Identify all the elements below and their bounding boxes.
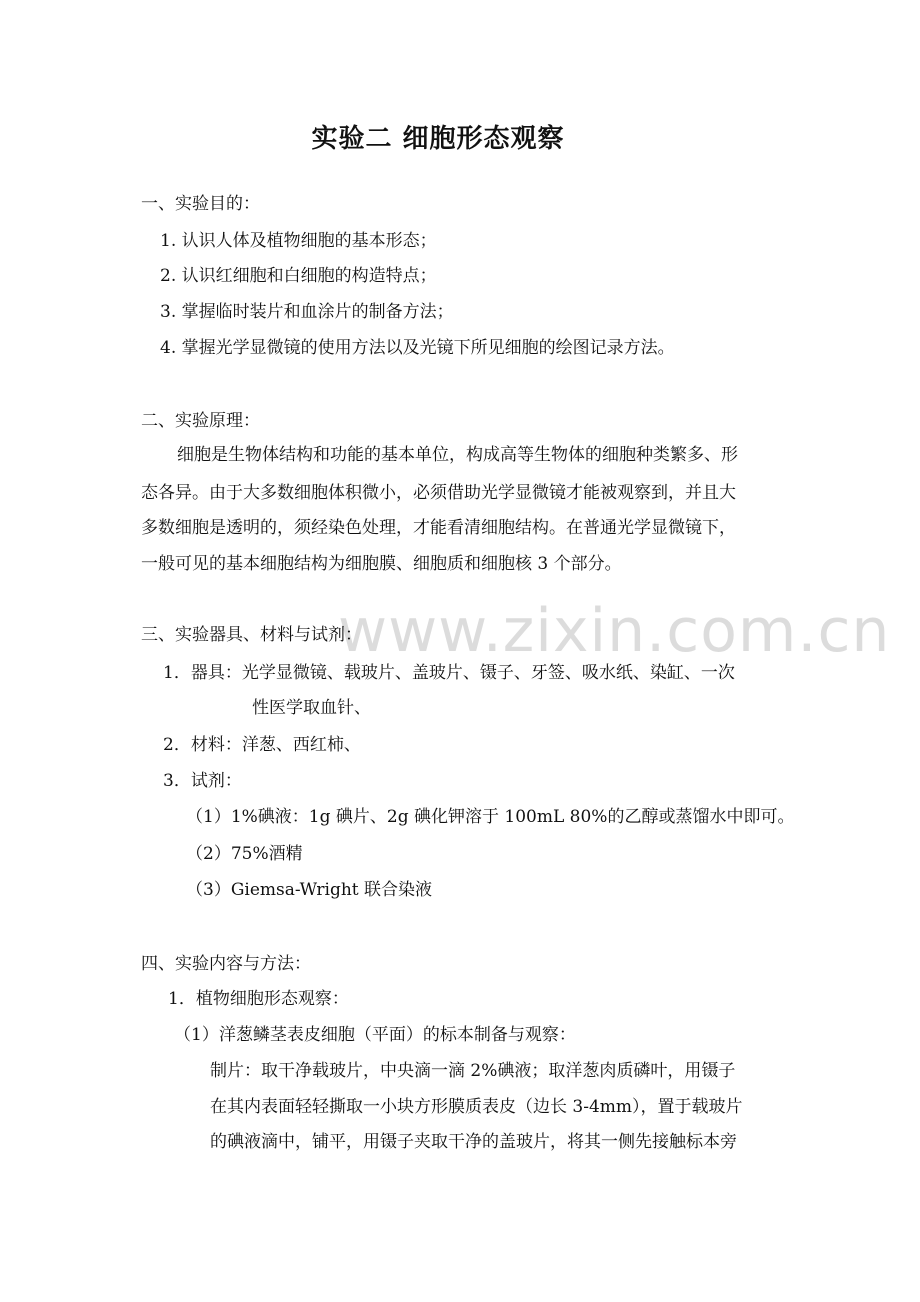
page-title: 实验二 细胞形态观察: [311, 124, 565, 154]
objective-item: 4. 掌握光学显微镜的使用方法以及光镜下所见细胞的绘图记录方法。: [160, 338, 675, 358]
materials-line: 2．材料：洋葱、西红柿、: [163, 735, 361, 755]
watermark: www.zixin.com.cn: [338, 596, 891, 666]
paragraph-line: 在其内表面轻轻撕取一小块方形膜质表皮（边长 3-4mm），置于载玻片: [210, 1097, 743, 1117]
objective-item: 2. 认识红细胞和白细胞的构造特点；: [160, 266, 437, 286]
subsection-heading: （1）洋葱鳞茎表皮细胞（平面）的标本制备与观察：: [174, 1025, 576, 1045]
paragraph-line: 细胞是生物体结构和功能的基本单位，构成高等生物体的细胞种类繁多、形: [177, 445, 738, 465]
paragraph-line: 制片：取干净载玻片，中央滴一滴 2%碘液；取洋葱肉质磷叶，用镊子: [210, 1061, 736, 1081]
paragraph-line: 多数细胞是透明的，须经染色处理，才能看清细胞结构。在普通光学显微镜下，: [141, 518, 736, 538]
section-heading-materials: 三、实验器具、材料与试剂：: [141, 625, 362, 645]
reagent-item: （3）Giemsa-Wright 联合染液: [186, 880, 433, 900]
equipment-line-cont: 性医学取血针、: [252, 698, 371, 718]
subsection-heading: 1．植物细胞形态观察：: [168, 989, 349, 1009]
objective-item: 1. 认识人体及植物细胞的基本形态；: [160, 231, 437, 251]
section-heading-objectives: 一、实验目的：: [141, 194, 260, 214]
section-heading-principle: 二、实验原理：: [141, 411, 260, 431]
section-heading-methods: 四、实验内容与方法：: [141, 954, 311, 974]
paragraph-line: 的碘液滴中，铺平，用镊子夹取干净的盖玻片，将其一侧先接触标本旁: [210, 1132, 737, 1152]
objective-item: 3. 掌握临时装片和血涂片的制备方法；: [160, 302, 454, 322]
paragraph-line: 态各异。由于大多数细胞体积微小，必须借助光学显微镜才能被观察到，并且大: [141, 483, 736, 503]
paragraph-line: 一般可见的基本细胞结构为细胞膜、细胞质和细胞核 3 个部分。: [141, 554, 622, 574]
reagent-item: （1）1%碘液：1g 碘片、2g 碘化钾溶于 100mL 80%的乙醇或蒸馏水中即可。: [186, 807, 795, 827]
reagents-line: 3．试剂：: [163, 771, 242, 791]
equipment-line: 1．器具：光学显微镜、载玻片、盖玻片、镊子、牙签、吸水纸、染缸、一次: [163, 663, 735, 683]
reagent-item: （2）75%酒精: [186, 844, 303, 864]
